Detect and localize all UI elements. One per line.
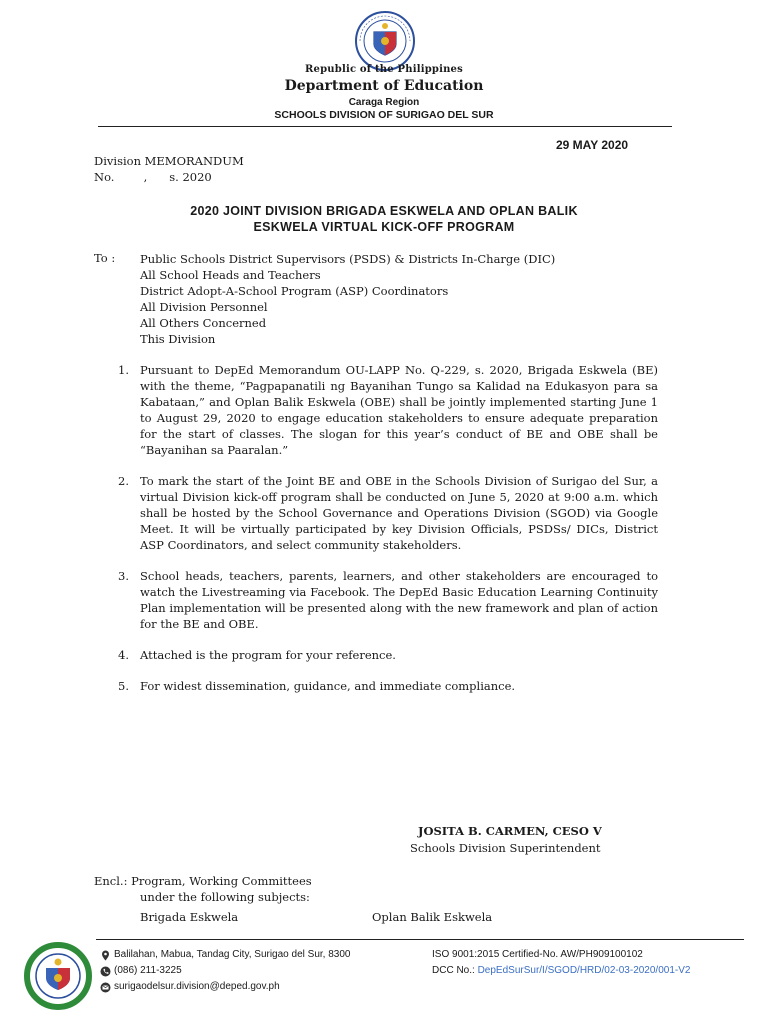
memo-item-number: 4. <box>118 648 129 662</box>
enclosure-line: Encl.: Program, Working Committees <box>94 874 312 888</box>
footer-certification <box>432 947 690 979</box>
location-pin-icon <box>100 950 111 961</box>
dcc-label: DCC No.: <box>432 965 475 976</box>
enclosure-subject: Brigada Eskwela <box>140 910 239 924</box>
memo-item-number: 1. <box>118 363 129 377</box>
memo-type: Division MEMORANDUM <box>94 154 244 168</box>
footer-address: Balilahan, Mabua, Tandag City, Surigao del Sur, 8300 <box>114 949 351 960</box>
recipient-item: This Division <box>140 332 216 346</box>
footer-email[interactable]: surigaodelsur.division@deped.gov.ph <box>114 981 280 992</box>
memo-item-text: Pursuant to DepEd Memorandum OU-LAPP No. Q-229, s. 2020, Brigada Eskwela (BE) with the theme, “Pagpapanatili ng Bayanihan Tungo sa Kalidad na Edukasyon para sa Kabataan,” and Oplan Balik Eskwela (OBE) shall be jointly implemented starting June 1 to August 29, 2020 to engage education stakeholders to ensure adequate preparation for the start of classes. The slogan for this year’s conduct of BE and OBE shall be “Bayanihan sa Paaralan.” <box>140 363 658 457</box>
memo-item <box>118 678 658 694</box>
footer-phone-row <box>100 963 350 979</box>
dcc-number <box>432 963 690 979</box>
recipient-item: All Others Concerned <box>140 316 267 330</box>
to-label: To : <box>94 251 116 265</box>
department-heading: Department of Education <box>284 78 484 94</box>
footer-contact <box>100 947 350 995</box>
memo-title <box>0 203 768 235</box>
memo-item-text: School heads, teachers, parents, learners, and other stakeholders are encouraged to watch the Livestreaming via Facebook. The DepEd Basic Education Learning Continuity Plan implementation will be presented along with the new framework and plan of action for the BE and OBE. <box>140 569 658 631</box>
recipient-item: District Adopt-A-School Program (ASP) Coordinators <box>140 284 449 298</box>
region-heading: Caraga Region <box>348 97 420 108</box>
enclosure-subjects <box>140 910 560 924</box>
memo-item <box>118 362 658 458</box>
republic-heading: Republic of the Philippines <box>305 64 463 75</box>
enclosure-subject: Oplan Balik Eskwela <box>372 910 493 924</box>
memo-item-text: For widest dissemination, guidance, and immediate compliance. <box>140 679 516 693</box>
memo-item-number: 3. <box>118 569 129 583</box>
recipient-list <box>140 251 555 347</box>
memo-item <box>118 473 658 553</box>
memo-item-number: 5. <box>118 679 129 693</box>
memo-item <box>118 647 658 663</box>
enclosure-line: under the following subjects: <box>140 890 310 904</box>
header-divider <box>98 126 672 127</box>
memo-date: 29 MAY 2020 <box>556 138 629 152</box>
division-heading: SCHOOLS DIVISION OF SURIGAO DEL SUR <box>274 109 494 121</box>
memo-body-list <box>118 362 658 709</box>
memo-title-line-2: ESKWELA VIRTUAL KICK-OFF PROGRAM <box>253 220 515 234</box>
division-logo <box>24 942 92 1010</box>
deped-seal-logo <box>350 10 420 72</box>
footer-email-row <box>100 979 350 995</box>
dcc-value: DepEdSurSur/I/SGOD/HRD/02-03-2020/001-V2 <box>477 965 691 976</box>
iso-certification: ISO 9001:2015 Certified-No. AW/PH909100102 <box>432 949 643 960</box>
footer-address-row <box>100 947 350 963</box>
phone-icon <box>100 966 111 977</box>
memo-title-line-1: 2020 JOINT DIVISION BRIGADA ESKWELA AND OPLAN BALIK <box>190 204 578 218</box>
memo-item-number: 2. <box>118 474 129 488</box>
signatory-title: Schools Division Superintendent <box>410 841 601 855</box>
footer-phone: (086) 211-3225 <box>114 965 182 976</box>
recipient-item: All School Heads and Teachers <box>140 268 321 282</box>
memo-item-text: To mark the start of the Joint BE and OBE in the Schools Division of Surigao del Sur, a virtual Division kick-off program shall be conducted on June 5, 2020 at 9:00 a.m. which shall be hosted by the School Governance and Operations Division (SGOD) via Google Meet. It will be virtually participated by key Division Officials, PSDSs/ DICs, District ASP Coordinators, and select community stakeholders. <box>140 474 658 552</box>
footer-divider <box>96 939 744 940</box>
memo-item <box>118 568 658 632</box>
signatory-name: JOSITA B. CARMEN, CESO V <box>418 824 602 838</box>
memo-number: No. , s. 2020 <box>94 170 212 184</box>
recipient-item: Public Schools District Supervisors (PSDS) & Districts In-Charge (DIC) <box>140 252 556 266</box>
memo-item-text: Attached is the program for your reference. <box>140 648 396 662</box>
recipient-item: All Division Personnel <box>140 300 268 314</box>
email-icon <box>100 982 111 993</box>
memo-reference <box>94 153 244 185</box>
enclosure-note <box>94 873 312 905</box>
